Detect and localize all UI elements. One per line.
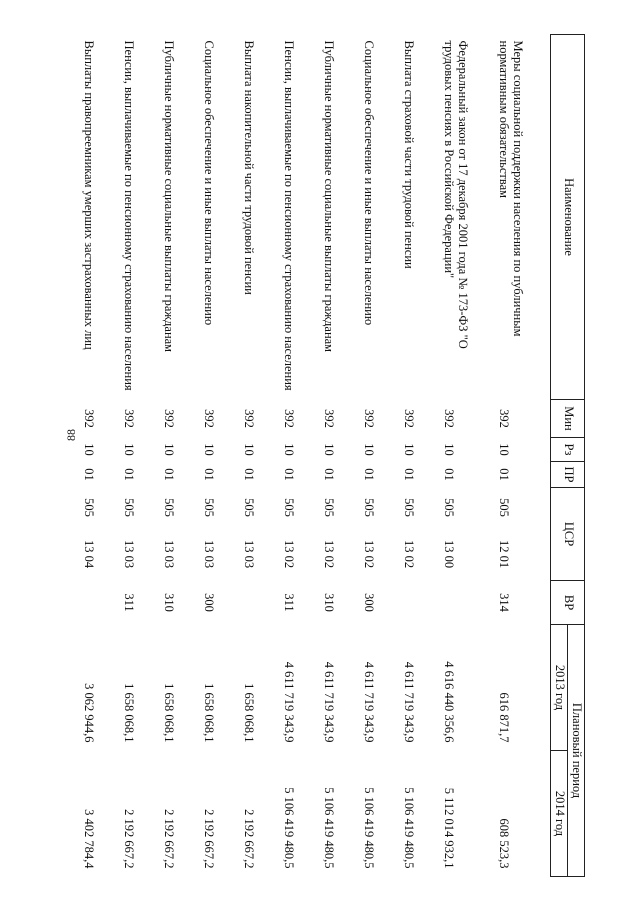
cell-rz: 10 <box>161 443 176 456</box>
header-csr: ЦСР <box>551 488 585 581</box>
cell-v2014: 608 523,3 <box>496 818 511 869</box>
cell-v2013: 1 658 068,1 <box>161 683 176 743</box>
cell-rz: 10 <box>81 443 96 456</box>
cell-name: Публичные нормативные социальные выплаты гражданам <box>321 40 336 353</box>
cell-csr2: 13 02 <box>281 539 296 569</box>
cell-csr2: 13 02 <box>321 539 336 569</box>
header-rz: Рз <box>551 438 585 462</box>
cell-name: Пенсии, выплачиваемые по пенсионному страхованию населения <box>281 40 296 391</box>
cell-name: Социальное обеспечение и иные выплаты населению <box>361 40 376 326</box>
table-row <box>496 35 551 877</box>
cell-v2014: 2 192 667,2 <box>201 809 216 869</box>
cell-vr: 310 <box>161 593 176 612</box>
cell-min: 392 <box>121 409 136 428</box>
cell-csr1: 505 <box>121 498 136 517</box>
cell-vr: 300 <box>361 593 376 612</box>
cell-min: 392 <box>281 409 296 428</box>
cell-v2014: 5 106 419 480,5 <box>401 787 416 869</box>
header-pr: ПР <box>551 462 585 488</box>
cell-rz: 10 <box>441 443 456 456</box>
cell-csr2: 13 02 <box>361 539 376 569</box>
cell-pr: 01 <box>401 468 416 481</box>
header-2014: 2014 год <box>551 751 568 877</box>
cell-v2014: 3 402 784,4 <box>81 809 96 869</box>
cell-vr: 314 <box>496 593 511 612</box>
cell-pr: 01 <box>201 468 216 481</box>
cell-name: Федеральный закон от 17 декабря 2001 года № 173-ФЗ "О трудовых пенсиях в Российской Федерации" <box>441 40 471 349</box>
cell-csr1: 505 <box>441 498 456 517</box>
cell-v2013: 1 658 068,1 <box>121 683 136 743</box>
cell-csr2: 13 00 <box>441 539 456 569</box>
cell-v2013: 616 871,7 <box>496 692 511 743</box>
cell-name: Пенсии, выплачиваемые по пенсионному страхованию населения <box>121 40 136 391</box>
cell-csr1: 505 <box>201 498 216 517</box>
cell-v2013: 4 616 440 356,6 <box>441 661 456 743</box>
cell-pr: 01 <box>241 468 256 481</box>
cell-name: Социальное обеспечение и иные выплаты населению <box>201 40 216 326</box>
page-number: 88 <box>64 429 78 441</box>
cell-rz: 10 <box>281 443 296 456</box>
cell-csr2: 13 04 <box>81 539 96 569</box>
cell-pr: 01 <box>496 468 511 481</box>
cell-v2014: 5 112 014 932,1 <box>441 787 456 869</box>
cell-rz: 10 <box>121 443 136 456</box>
cell-pr: 01 <box>281 468 296 481</box>
cell-v2014: 5 106 419 480,5 <box>361 787 376 869</box>
cell-vr: 300 <box>201 593 216 612</box>
cell-csr2: 13 03 <box>201 539 216 569</box>
cell-min: 392 <box>441 409 456 428</box>
cell-v2013: 4 611 719 343,9 <box>361 661 376 743</box>
table-row <box>441 35 496 877</box>
table-row <box>161 35 201 877</box>
cell-rz: 10 <box>241 443 256 456</box>
cell-v2013: 1 658 068,1 <box>201 683 216 743</box>
header-vr: ВР <box>551 581 585 625</box>
cell-vr: 310 <box>321 593 336 612</box>
header-name: Наименование <box>551 35 585 400</box>
cell-rz: 10 <box>361 443 376 456</box>
cell-csr1: 505 <box>321 498 336 517</box>
table-row <box>401 35 441 877</box>
cell-name: Меры социальной поддержки населения по публичным нормативным обязательствам <box>496 40 526 337</box>
cell-v2013: 1 658 068,1 <box>241 683 256 743</box>
cell-v2013: 4 611 719 343,9 <box>401 661 416 743</box>
table-row <box>241 35 281 877</box>
cell-rz: 10 <box>496 443 511 456</box>
header-2013: 2013 год <box>551 625 568 751</box>
cell-vr <box>81 581 121 625</box>
cell-min: 392 <box>81 409 96 428</box>
cell-v2014: 2 192 667,2 <box>121 809 136 869</box>
cell-pr: 01 <box>121 468 136 481</box>
header-planning-period: Плановый период <box>568 625 585 877</box>
cell-csr1: 505 <box>361 498 376 517</box>
cell-csr2: 13 03 <box>161 539 176 569</box>
rotated-page <box>81 34 585 876</box>
cell-csr1: 505 <box>241 498 256 517</box>
cell-csr1: 505 <box>81 498 96 517</box>
cell-min: 392 <box>496 409 511 428</box>
cell-csr2: 12 01 <box>496 539 511 569</box>
cell-vr <box>241 581 281 625</box>
table-header <box>551 35 585 877</box>
cell-csr1: 505 <box>161 498 176 517</box>
table-body <box>81 35 551 877</box>
cell-pr: 01 <box>321 468 336 481</box>
cell-vr: 311 <box>121 593 136 612</box>
cell-v2013: 4 611 719 343,9 <box>281 661 296 743</box>
cell-csr2: 13 03 <box>241 539 256 569</box>
cell-name: Выплата накопительной части трудовой пенсии <box>241 40 256 295</box>
cell-pr: 01 <box>361 468 376 481</box>
cell-min: 392 <box>161 409 176 428</box>
cell-vr <box>401 581 441 625</box>
cell-min: 392 <box>321 409 336 428</box>
cell-v2013: 4 611 719 343,9 <box>321 661 336 743</box>
budget-table <box>81 34 585 877</box>
table-row <box>201 35 241 877</box>
cell-pr: 01 <box>161 468 176 481</box>
table-row <box>121 35 161 877</box>
header-min: Мин <box>551 400 585 438</box>
cell-vr: 311 <box>281 593 296 612</box>
table-row <box>281 35 321 877</box>
cell-name: Публичные нормативные социальные выплаты гражданам <box>161 40 176 353</box>
cell-v2014: 5 106 419 480,5 <box>281 787 296 869</box>
cell-min: 392 <box>361 409 376 428</box>
cell-pr: 01 <box>441 468 456 481</box>
cell-pr: 01 <box>81 468 96 481</box>
cell-rz: 10 <box>201 443 216 456</box>
cell-min: 392 <box>241 409 256 428</box>
cell-name: Выплата страховой части трудовой пенсии <box>401 40 416 269</box>
cell-csr2: 13 03 <box>121 539 136 569</box>
cell-rz: 10 <box>401 443 416 456</box>
cell-rz: 10 <box>321 443 336 456</box>
cell-csr1: 505 <box>496 498 511 517</box>
table-row <box>321 35 361 877</box>
cell-vr <box>441 581 496 625</box>
cell-v2013: 3 062 944,6 <box>81 683 96 743</box>
cell-v2014: 2 192 667,2 <box>161 809 176 869</box>
cell-min: 392 <box>201 409 216 428</box>
table-row <box>81 35 121 877</box>
cell-csr2: 13 02 <box>401 539 416 569</box>
table-row <box>361 35 401 877</box>
cell-v2014: 2 192 667,2 <box>241 809 256 869</box>
cell-csr1: 505 <box>281 498 296 517</box>
cell-v2014: 5 106 419 480,5 <box>321 787 336 869</box>
cell-min: 392 <box>401 409 416 428</box>
cell-name: Выплаты правопреемникам умерших застрахованных лиц <box>81 40 96 350</box>
cell-csr1: 505 <box>401 498 416 517</box>
